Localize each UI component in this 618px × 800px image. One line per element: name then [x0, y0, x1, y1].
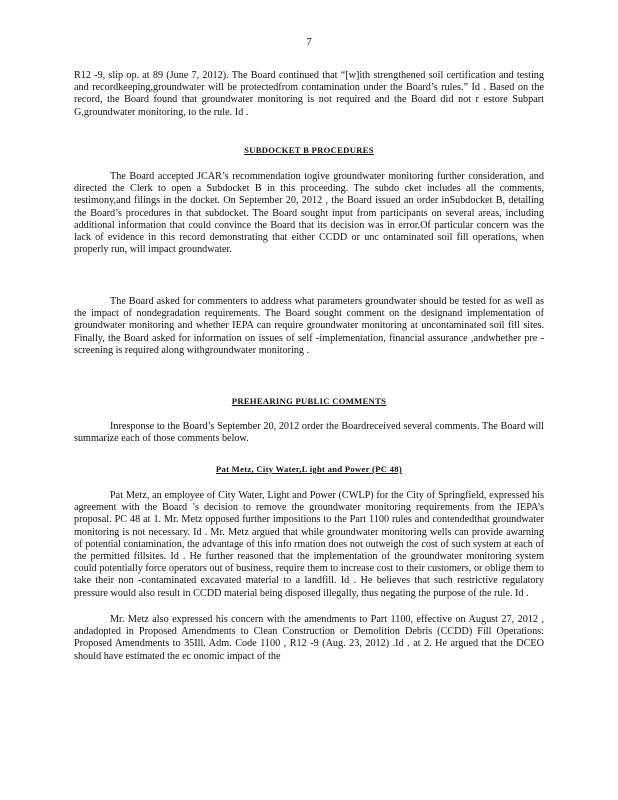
- paragraph-commenters-request: The Board asked for commenters to address what parameters groundwater should be tested for as well as the impact of nondegradation requirements. The Board sought comment on the designand implementation of groundwater monitoring and whether IEPA can require groundwater monitoring at uncontaminated soil fill sites. Finally, the Board asked for information on issues of self -implementation, financial assurance ,andwhether pre -screening is required along withgroundwater monitoring .: [74, 296, 544, 356]
- heading-prehearing-text: PREHEARING PUBLIC COMMENTS: [231, 396, 387, 406]
- heading-pat-metz-text: Pat Metz, City Water,L ight and Power (PC 48): [215, 464, 403, 474]
- paragraph-response-summary: Inresponse to the Board’s September 20, 2012 order the Boardreceived several comments. The Board will summarize each of those comments below.: [74, 421, 544, 445]
- paragraph-jcar-recommendation: The Board accepted JCAR’s recommendation togive groundwater monitoring further consideration, and directed the Clerk to open a Subdocket B in this proceeding. The subdo cket includes all the comments, testimony,and filings in the docket. On September 20, 2012 , the Board issued an order inSubdocket B, detailing the Board’s procedures in that subdocket. The Board sought input from participants on several areas, including additional information that could convince the Board that its decision was in error.Of particular concern was the lack of evidence in this record demonstrating that either CCDD or unc ontaminated soil fill operations, when properly run, will impact groundwater.: [74, 171, 544, 256]
- paragraph-slip-op: R12 -9, slip op. at 89 (June 7, 2012). The Board continued that “[w]ith strengthened soil certification and testing and recordkeeping,groundwater will be protectedfrom contamination under the Board’s rules.” Id . Based on the record, the Board found that groundwater monitoring is not required and the Board did not r estore Subpart G,groundwater monitoring, to the rule. Id .: [74, 70, 544, 118]
- heading-pat-metz: [0, 464, 618, 474]
- paragraph-metz-agreement: Pat Metz, an employee of City Water, Light and Power (CWLP) for the City of Springfield, expressed his agreement with the Board ’s decision to remove the groundwater monitoring requirements from the IEPA’s proposal. PC 48 at 1. Mr. Metz opposed further impositions to the Part 1100 rules and contendedthat groundwater monitoring is not necessary. Id . Mr. Metz argued that while groundwater monitoring wells can provide awarning of potential contamination, the advantage of this info rmation does not outweigh the cost of such system at each of the permitted fillsites. Id . He further reasoned that the implementation of the groundwater monitoring system could potentially force operators out of business, require them to increase cost to their customers, or oblige them to take their non -contaminated excavated material to a landfill. Id . He believes that such restrictive regulatory pressure would also result in CCDD material being disposed illegally, thus negating the purpose of the rule. Id .: [74, 490, 544, 599]
- paragraph-metz-concern: Mr. Metz also expressed his concern with the amendments to Part 1100, effective on August 27, 2012 , andadopted in Proposed Amendments to Clean Construction or Demolition Debris (CCDD) Fill Operations: Proposed Amendments to 35Ill. Adm. Code 1100 , R12 -9 (Aug. 23, 2012) .Id . at 2. He argued that the DCEO should have estimated the ec onomic impact of the: [74, 614, 544, 662]
- heading-subdocket-text: SUBDOCKET B PROCEDURES: [244, 145, 374, 155]
- page-number: 7: [306, 36, 312, 48]
- heading-subdocket-b-procedures: [0, 145, 618, 155]
- heading-prehearing-public-comments: [0, 396, 618, 406]
